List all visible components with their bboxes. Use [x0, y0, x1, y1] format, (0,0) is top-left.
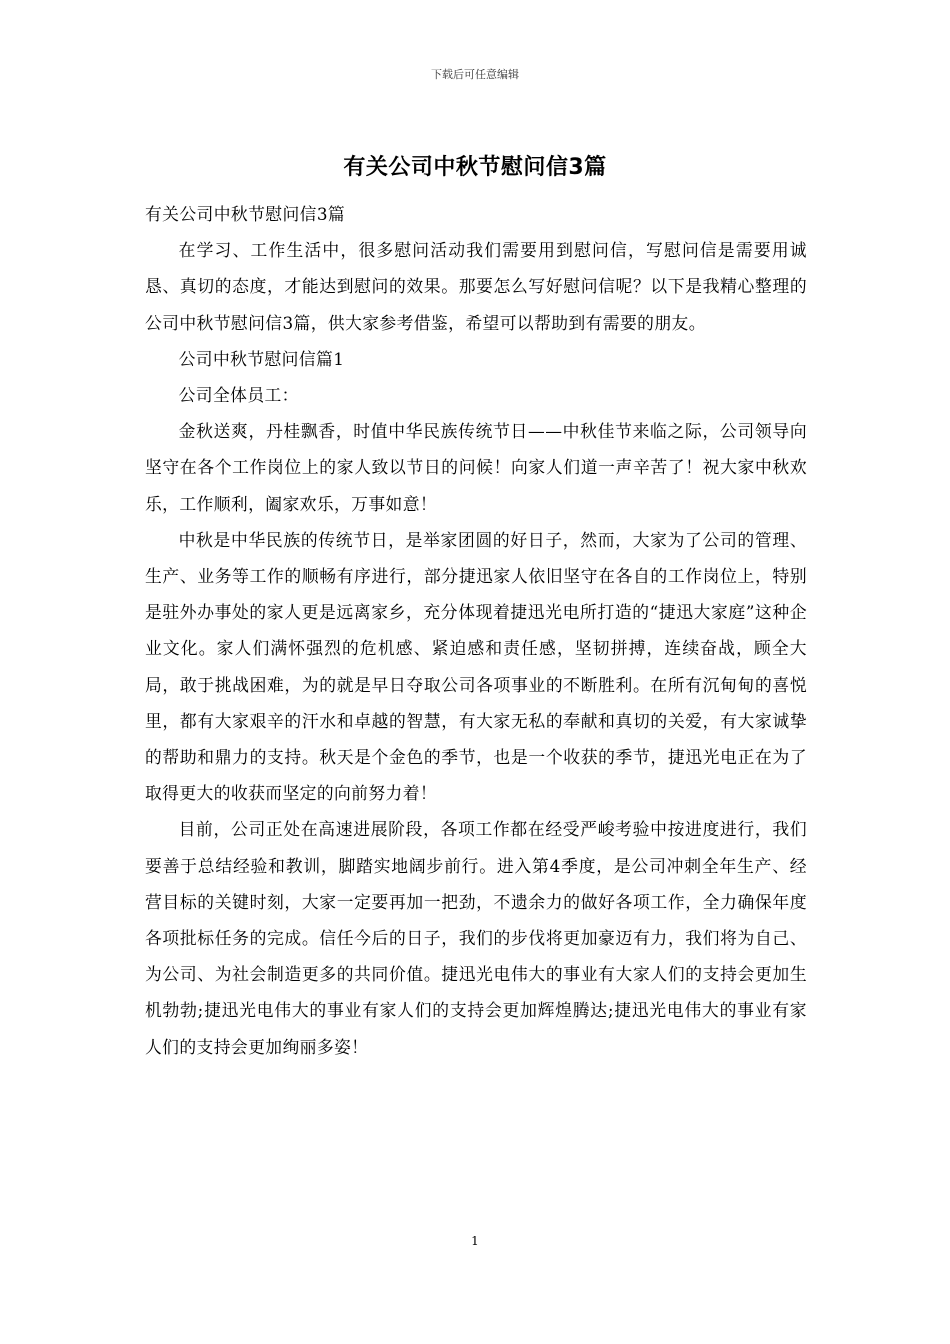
page-number: 1 [471, 1234, 479, 1248]
paragraph-outlook: 目前，公司正处在高速进展阶段，各项工作都在经受严峻考验中按进度进行，我们要善于总结经验和教训，脚踏实地阔步前行。进入第4季度，是公司冲刺全年生产、经营目标的关键时刻，大家一定要再加一把劲，不遗余力的做好各项工作，全力确保年度各项批标任务的完成。信任今后的日子，我们的步伐将更加豪迈有力，我们将为自己、为公司、为社会制造更多的共同价值。捷迅光电伟大的事业有大家人们的支持会更加生机勃勃;捷迅光电伟大的事业有家人们的支持会更加辉煌腾达;捷迅光电伟大的事业有家人们的支持会更加绚丽多姿！ [145, 819, 807, 1057]
document-body [145, 196, 807, 1065]
paragraph-body: 中秋是中华民族的传统节日，是举家团圆的好日子，然而，大家为了公司的管理、生产、业务等工作的顺畅有序进行，部分捷迅家人依旧坚守在各自的工作岗位上，特别是驻外办事处的家人更是远离家乡，充分体现着捷迅光电所打造的“捷迅大家庭”这种企业文化。家人们满怀强烈的危机感、紧迫感和责任感，坚韧拼搏，连续奋战，顾全大局，敢于挑战困难，为的就是早日夺取公司各项事业的不断胜利。在所有沉甸甸的喜悦里，都有大家艰辛的汗水和卓越的智慧，有大家无私的奉献和真切的关爱，有大家诚挚的帮助和鼎力的支持。秋天是个金色的季节，也是一个收获的季节，捷迅光电正在为了取得更大的收获而坚定的向前努力着！ [145, 529, 807, 804]
paragraph-intro: 在学习、工作生活中，很多慰问活动我们需要用到慰问信，写慰问信是需要用诚恳、真切的态度，才能达到慰问的效果。那要怎么写好慰问信呢？以下是我精心整理的公司中秋节慰问信3篇，供大家参考借鉴，希望可以帮助到有需要的朋友。 [145, 240, 807, 333]
section-heading: 公司中秋节慰问信篇1 [178, 348, 345, 369]
paragraph-greeting: 金秋送爽，丹桂飘香，时值中华民族传统节日——中秋佳节来临之际，公司领导向坚守在各个工作岗位上的家人致以节日的问候！向家人们道一声辛苦了！祝大家中秋欢乐，工作顺利，阖家欢乐，万事如意！ [145, 421, 807, 514]
document-title: 有关公司中秋节慰问信3篇 [343, 155, 607, 180]
salutation: 公司全体员工： [178, 385, 299, 406]
paragraph-subtitle: 有关公司中秋节慰问信3篇 [145, 204, 346, 224]
header-note: 下载后可任意编辑 [431, 68, 519, 81]
